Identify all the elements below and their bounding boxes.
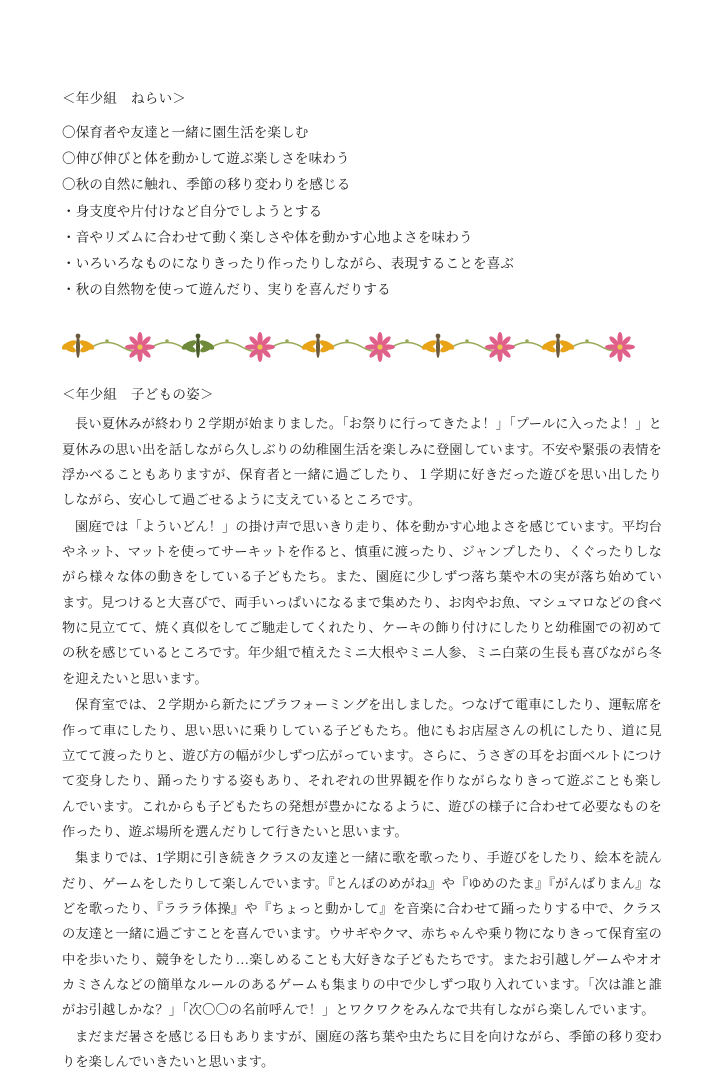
dragonfly-and-flower-border-icon [62, 320, 662, 374]
paragraph: 園庭では「よういどん！」の掛け声で思いきり走り、体を動かす心地よさを感じています。平均台やネット、マットを使ってサーキットを作ると、慎重に渡ったり、ジャンプしたり、くぐったりしながら様々な体の動きをしている子どもたち。また、園庭に少しずつ落ち葉や木の実が落ち始めています。見つけると大喜びで、両手いっぱいになるまで集めたり、お肉やお魚、マシュマロなどの食べ物に見立てて、焼く真似をしてご馳走してくれたり、ケーキの飾り付けにしたりと幼稚園での初めての秋を感じているところです。年少組で植えたミニ大根やミニ人参、ミニ白菜の生長も喜びながら冬を迎えたいと思います。 [62, 518, 662, 686]
paragraph: 保育室では、２学期から新たにプラフォーミングを出しました。つなげて電車にしたり、運転席を作って車にしたり、思い思いに乗りしている子どもたち。他にもお店屋さんの机にしたり、道に見立てて渡ったりと、遊び方の幅が少しずつ広がっています。さらに、うさぎの耳をお面ベルトにつけて変身したり、踊ったりする姿もあり、それぞれの世界観を作りながらなりきって遊ぶことも楽しんでいます。これからも子どもたちの発想が豊かになるように、遊びの様子に合わせて必要なものを作ったり、遊ぶ場所を選んだりして行きたいと思います。 [62, 697, 662, 839]
aims-heading: ＜年少組 ねらい＞ [62, 91, 187, 106]
paragraph: まだまだ暑さを感じる日もありますが、園庭の落ち葉や虫たちに目を向けながら、季節の移り変わりを楽しんでいきたいと思います。 [62, 1028, 662, 1069]
children-heading: ＜年少組 子どもの姿＞ [62, 386, 214, 402]
aims-list [62, 120, 662, 304]
list-item: 〇秋の自然に触れ、季節の移り変わりを感じる [62, 177, 351, 193]
list-item: ・音やリズムに合わせて動く楽しさや体を動かす心地よさを味わう [62, 229, 473, 245]
list-item: ・身支度や片付けなど自分でしようとする [62, 203, 323, 219]
list-item: ・いろいろなものになりきったり作ったりしながら、表現することを喜ぶ [62, 256, 515, 272]
list-item: 〇保育者や友達と一緒に園生活を楽しむ [62, 124, 309, 140]
decorative-divider [62, 320, 662, 374]
list-item: 〇伸び伸びと体を動かして遊ぶ楽しさを味わう [62, 150, 350, 166]
paragraph: 集まりでは、1学期に引き続きクラスの友達と一緒に歌を歌ったり、手遊びをしたり、絵本を読んだり、ゲームをしたりして楽しんでいます。『とんぼのめがね』や『ゆめのたま』『がんばりまん』などを歌ったり、『ラララ体操』や『ちょっと動かして』を音楽に合わせて踊ったりする中で、クラスの友達と一緒に過ごすことを喜んでいます。ウサギやクマ、赤ちゃんや乗り物になりきって保育室の中を歩いたり、競争をしたり…楽しめることも大好きな子どもたちです。またお引越しゲームやオオカミさんなどの簡単なルールのあるゲームも集まりの中で少しずつ取り入れています。「次は誰と誰がお引越しかな？」「次〇〇の名前呼んで！」とワクワクをみんなで共有しながら楽しんでいます。 [62, 850, 662, 1018]
paragraph: 長い夏休みが終わり２学期が始まりました。「お祭りに行ってきたよ！」「プールに入ったよ！」と夏休みの思い出を話しながら久しぶりの幼稚園生活を楽しみに登園しています。不安や緊張の表情を浮かべることもありますが、保育者と一緒に過ごしたり、１学期に好きだった遊びを思い出したりしながら、安心して過ごせるように支えているところです。 [62, 416, 662, 508]
list-item: ・秋の自然物を使って遊んだり、実りを喜んだりする [62, 282, 391, 298]
